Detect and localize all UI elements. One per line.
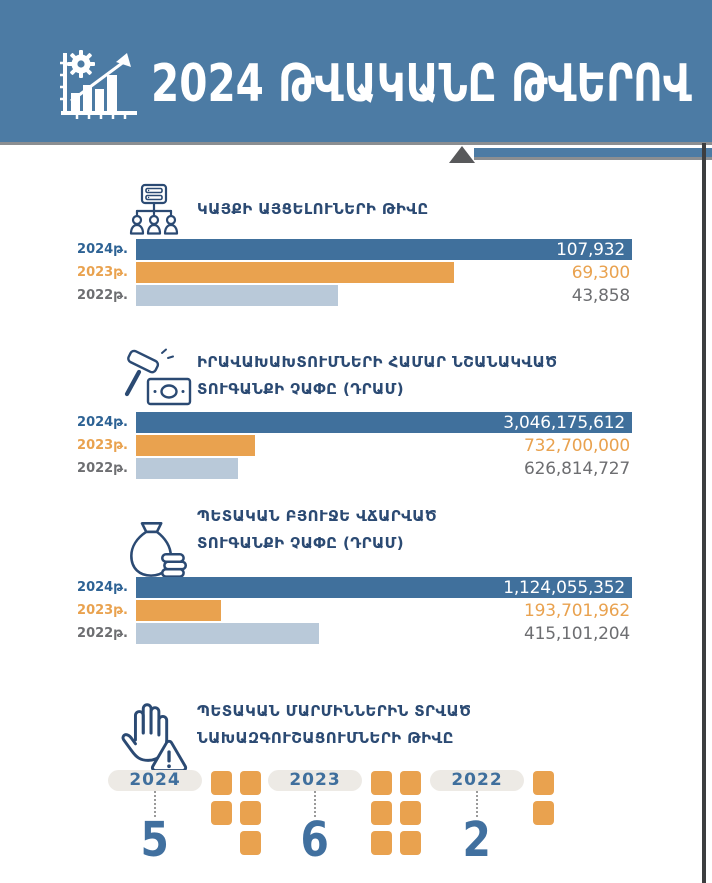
bar-value: 193,701,962	[524, 600, 630, 621]
bar-value: 107,932	[556, 239, 625, 260]
bar	[136, 623, 319, 644]
chart-row	[0, 577, 712, 598]
fold-shadow-triangle	[449, 146, 475, 163]
year-label: 2024թ.	[77, 580, 128, 595]
warning-count: 5	[140, 812, 170, 868]
year-pill: 2022	[430, 770, 524, 791]
pictogram-square	[211, 801, 232, 825]
pictogram-square	[371, 771, 392, 795]
section-title-line: ՊԵՏԱԿԱՆ ԲՅՈՒՋԵ ՎՃԱՐՎԱԾ	[197, 507, 438, 525]
section-title	[197, 196, 429, 223]
pictogram-square	[400, 801, 421, 825]
section-title-line: ՆԱԽԱԶԳՈՒՇԱՑՈՒՄՆԵՐԻ ԹԻՎԸ	[197, 729, 454, 747]
section-title-line: ԻՐԱՎԱԽԱԽՏՈՒՄՆԵՐԻ ՀԱՄԱՐ ՆՇԱՆԱԿՎԱԾ	[197, 353, 558, 371]
pictogram-squares	[533, 770, 554, 863]
bar-track	[136, 435, 632, 456]
pictogram-square	[211, 771, 232, 795]
section-title-line: ԿԱՅՔԻ ԱՅՑԵԼՈՒՆԵՐԻ ԹԻՎԸ	[197, 200, 429, 218]
pictogram-square	[400, 831, 421, 855]
square-column	[371, 771, 392, 855]
chart-row	[0, 600, 712, 621]
fines-imposed-bar-chart	[0, 412, 712, 481]
year-label: 2024թ.	[77, 242, 128, 257]
fines-paid-bar-chart	[0, 577, 712, 646]
bar-track	[136, 577, 632, 598]
year-pill: 2024	[108, 770, 202, 791]
pictogram-square	[240, 831, 261, 855]
year-label: 2023թ.	[77, 438, 128, 453]
section-title	[197, 349, 557, 403]
section-title	[197, 503, 437, 557]
bar-track	[136, 239, 632, 260]
warning-group	[430, 770, 554, 868]
growth-chart-icon	[57, 48, 141, 122]
square-column	[400, 771, 421, 855]
section-title-line: ՏՈՒԳԱՆՔԻ ՉԱՓԸ (ԴՐԱՄ)	[197, 534, 404, 552]
section-title	[197, 698, 471, 752]
hand-warning-icon	[114, 694, 194, 776]
gavel-money-icon	[118, 348, 196, 410]
bar-value: 1,124,055,352	[503, 577, 625, 598]
bar-value: 43,858	[571, 285, 630, 306]
bar-value: 732,700,000	[524, 435, 630, 456]
section-title-line: ՏՈՒԳԱՆՔԻ ՉԱՓԸ (ԴՐԱՄ)	[197, 380, 404, 398]
warning-group-left	[268, 770, 362, 868]
network-users-icon	[129, 181, 179, 237]
chart-row	[0, 262, 712, 283]
bar-track	[136, 600, 632, 621]
year-label: 2022թ.	[77, 288, 128, 303]
bar-track	[136, 262, 632, 283]
visitors-bar-chart	[0, 239, 712, 308]
warning-group-left	[108, 770, 202, 868]
header-banner-fold	[474, 148, 712, 160]
header-banner	[0, 0, 712, 145]
bar-value: 69,300	[571, 262, 630, 283]
bar-value: 3,046,175,612	[503, 412, 625, 433]
section-title-line: ՊԵՏԱԿԱՆ ՄԱՐՄԻՆՆԵՐԻՆ ՏՐՎԱԾ	[197, 702, 472, 720]
chart-row	[0, 623, 712, 644]
chart-row	[0, 285, 712, 306]
bar	[136, 600, 221, 621]
square-column	[211, 771, 232, 825]
bar-track	[136, 458, 632, 479]
year-label: 2022թ.	[77, 626, 128, 641]
pictogram-squares	[371, 770, 421, 863]
money-bag-icon	[126, 518, 190, 582]
year-pill: 2023	[268, 770, 362, 791]
chart-row	[0, 239, 712, 260]
bar-track	[136, 285, 632, 306]
pictogram-square	[240, 801, 261, 825]
pictogram-square	[240, 771, 261, 795]
bar	[136, 262, 454, 283]
square-column	[240, 771, 261, 855]
warning-group-left	[430, 770, 524, 868]
year-label: 2022թ.	[77, 461, 128, 476]
bar-track	[136, 623, 632, 644]
bar-track	[136, 412, 632, 433]
pictogram-square	[400, 771, 421, 795]
chart-row	[0, 458, 712, 479]
chart-row	[0, 412, 712, 433]
bar-value: 626,814,727	[524, 458, 630, 479]
chart-row	[0, 435, 712, 456]
year-label: 2024թ.	[77, 415, 128, 430]
pictogram-square	[533, 801, 554, 825]
warning-count: 6	[300, 812, 330, 868]
pictogram-square	[371, 831, 392, 855]
warning-count: 2	[462, 812, 492, 868]
bar	[136, 285, 338, 306]
pictogram-squares	[211, 770, 261, 863]
bar	[136, 435, 255, 456]
bar-value: 415,101,204	[524, 623, 630, 644]
square-column	[533, 771, 554, 825]
pictogram-square	[533, 771, 554, 795]
warning-group	[268, 770, 421, 868]
pictogram-square	[371, 801, 392, 825]
bar	[136, 458, 238, 479]
year-label: 2023թ.	[77, 265, 128, 280]
year-label: 2023թ.	[77, 603, 128, 618]
warning-group	[108, 770, 261, 868]
page-title: 2024 ԹՎԱԿԱՆԸ ԹՎԵՐՈՎ	[151, 54, 692, 114]
